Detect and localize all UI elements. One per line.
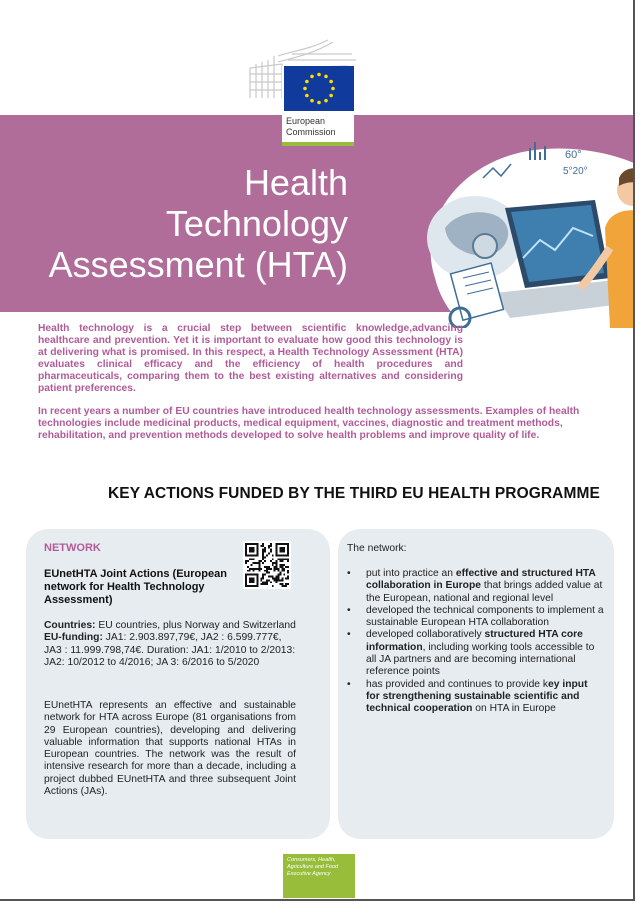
network-intro: The network: <box>347 543 407 554</box>
network-title: EUnetHTA Joint Actions (European network for Health Technology Assessment) <box>44 568 227 606</box>
countries-value: EU countries, plus Norway and Switzerland <box>95 620 296 631</box>
eu-star-icon <box>331 87 335 91</box>
network-facts <box>44 620 296 669</box>
eu-star-icon <box>324 99 328 103</box>
page-title <box>49 162 348 285</box>
network-bullet-list <box>344 568 604 716</box>
ec-logo-green-bar <box>282 142 354 146</box>
list-item: • has provided and continues to provide key input for strengthening sustainable scientific and technical cooperation on HTA in Europe <box>347 678 588 715</box>
eu-star-icon <box>317 73 321 77</box>
eu-star-icon <box>310 75 314 79</box>
chafea-logo: Consumers, Health, Agriculture and Food Executive Agency <box>283 854 355 898</box>
bullet-icon: • <box>347 678 351 690</box>
list-item: • developed the technical components to implement a sustainable European HTA collaboration <box>347 604 604 629</box>
funding-value: JA1: 2.903.897,79€, JA2 : 6.599.777€, JA3 : 11.999.798,74€. Duration: JA1: 1/2010 to 2/2013: JA2: 10/2012 to 4/2016; JA 3: 6/2016 to 5/2020 <box>44 632 296 668</box>
eu-star-icon <box>305 94 309 98</box>
network-description: EUnetHTA represents an effective and sustainable network for HTA across Europe (81 organisations from 29 European countries), developing and delivering valuable information that supports national HTAs in European countries. The network was the result of intensive research for more than a decade, including a project dubbed EUnetHTA and three subsequent Joint Actions (JAs). <box>44 700 296 798</box>
intro-text <box>38 323 608 442</box>
eu-star-icon <box>303 87 307 91</box>
intro-paragraph-1: Health technology is a crucial step between scientific knowledge,advancing healthcare and prevention. Yet it is important to evaluate how good this technology is at delivering what is promised. In this respect, a Health Technology Assessment (HTA) evaluates clinical efficacy and the efficiency of health procedures and pharmaceuticals, comparing them to the best existing alternatives and considering patient preferences. <box>38 323 463 394</box>
eu-star-icon <box>329 94 333 98</box>
bullet-icon: • <box>347 629 351 641</box>
ec-logo-line1: European <box>286 116 326 126</box>
section-heading: KEY ACTIONS FUNDED BY THE THIRD EU HEALTH PROGRAMME <box>108 485 600 502</box>
bullet-icon: • <box>347 568 351 579</box>
title-line-2: Technology <box>165 203 348 244</box>
eu-star-icon <box>305 80 309 84</box>
eu-star-icon <box>329 80 333 84</box>
eu-star-icon <box>324 75 328 79</box>
ec-logo-text <box>286 116 336 138</box>
eu-star-icon <box>310 99 314 103</box>
intro-paragraph-2: In recent years a number of EU countries have introduced health technology assessments. Examples of health technologies include medicinal products, medical equipment, vaccines, diagnostic and treatment methods, rehabilitation, and prevention methods developed to solve health problems and improve quality of life. <box>38 406 580 441</box>
hta-illustration <box>405 128 635 328</box>
qr-code-icon[interactable] <box>243 541 291 589</box>
eu-flag-icon <box>284 66 354 111</box>
title-line-3: Assessment (HTA) <box>48 244 348 285</box>
title-line-1: Health <box>243 162 348 203</box>
list-item: • developed collaboratively structured HTA core information, including working tools accessible to all JA partners and are becoming international reference points <box>347 629 595 678</box>
list-item: • put into practice an effective and structured HTA collaboration in Europe that brings added value at the European, national and regional level <box>347 568 603 604</box>
illustration-text-b: 5°20° <box>563 166 588 177</box>
ec-logo-line2: Commission <box>286 127 336 137</box>
funding-label: EU-funding: <box>44 632 103 644</box>
eu-star-icon <box>317 101 321 105</box>
countries-label: Countries: <box>44 620 96 631</box>
illustration-text-a: 60° <box>565 149 582 161</box>
network-label: NETWORK <box>44 542 101 554</box>
bullet-icon: • <box>347 604 351 616</box>
